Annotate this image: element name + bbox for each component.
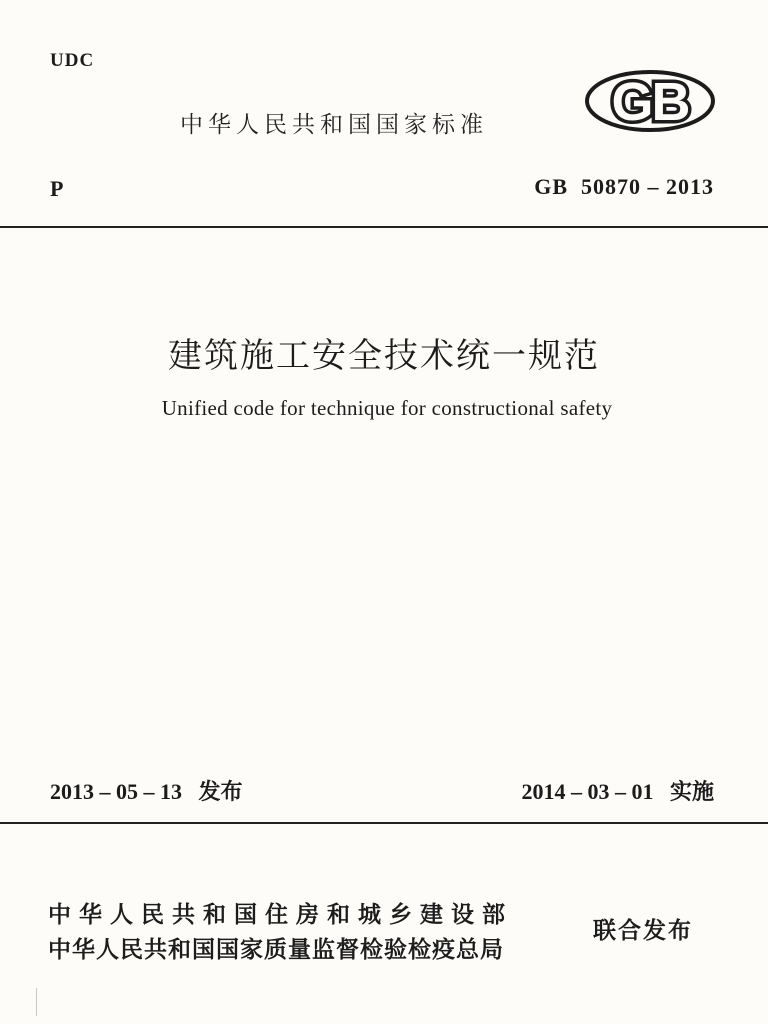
- joint-issue-label: 联合发布: [593, 918, 693, 944]
- national-standard-title: 中华人民共和国国家标准: [180, 112, 488, 138]
- gb-logo-text: GB: [611, 72, 689, 132]
- top-divider: [0, 226, 768, 228]
- implementation-date: 2014 – 03 – 01: [521, 779, 654, 804]
- issuer-ministry-housing: 中华人民共和国住房和城乡建设部: [48, 902, 513, 928]
- issuer-aqsiq: 中华人民共和国国家质量监督检验检疫总局: [48, 937, 504, 963]
- document-title-chinese: 建筑施工安全技术统一规范: [168, 336, 600, 376]
- classification-code: P: [50, 176, 64, 201]
- udc-label: UDC: [50, 50, 95, 71]
- document-title-english: Unified code for technique for constructional safety: [161, 396, 613, 420]
- issue-date: 2013 – 05 – 13: [50, 779, 182, 804]
- bottom-divider: [0, 822, 768, 824]
- implementation-label: 实施: [669, 780, 714, 805]
- issue-label: 发布: [198, 780, 243, 805]
- issue-date-line: [50, 775, 243, 806]
- gb-logo: [583, 68, 717, 134]
- standard-number: GB 50870 – 2013: [534, 174, 714, 199]
- implementation-date-line: [521, 775, 714, 806]
- scan-edge-mark: [36, 988, 37, 1016]
